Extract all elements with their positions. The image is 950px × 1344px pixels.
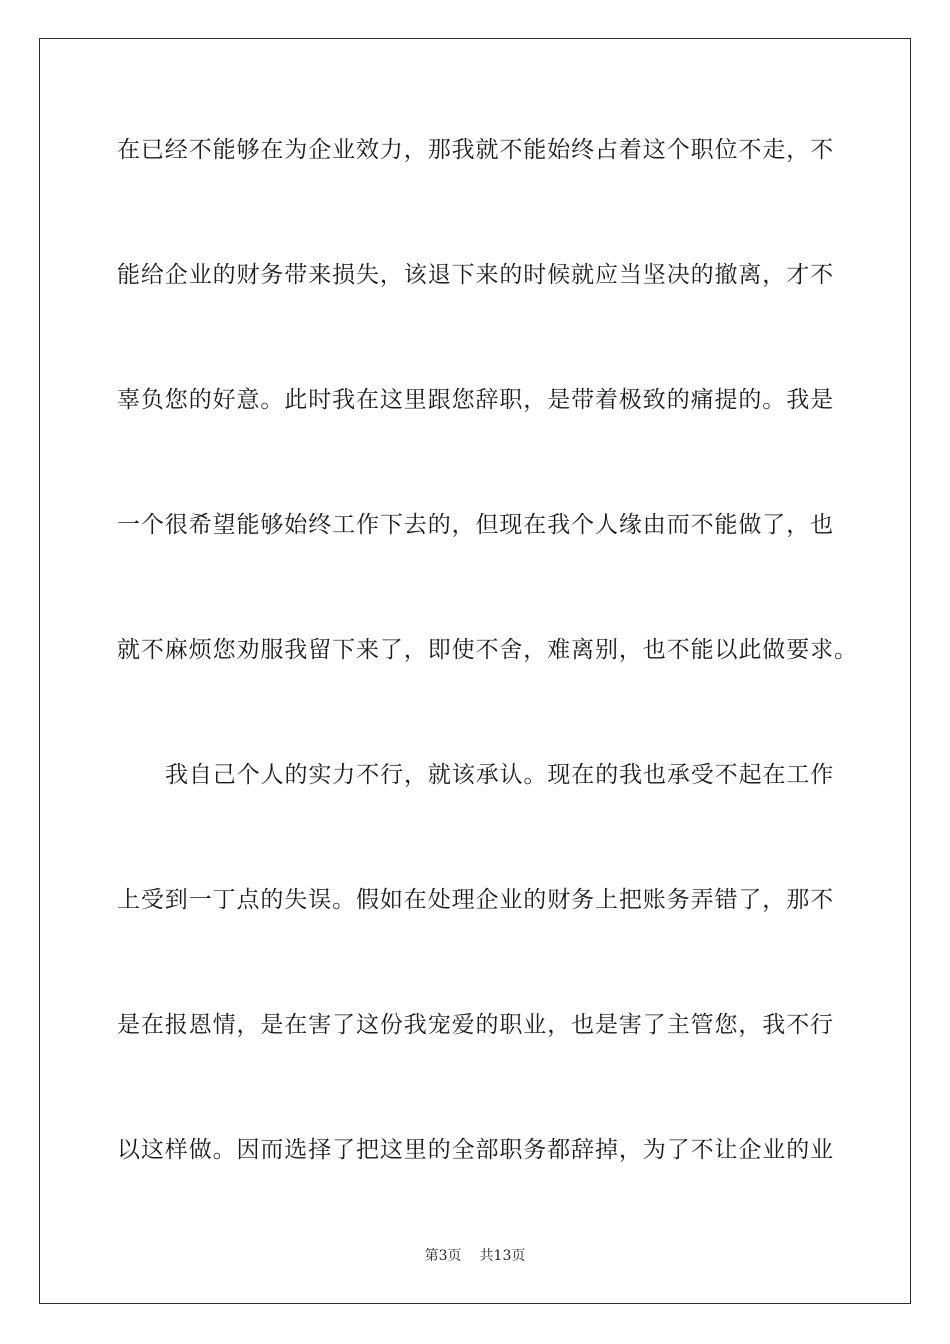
page-total: 共13页 [479,1248,526,1264]
text-line: 一个很希望能够始终工作下去的，但现在我个人缘由而不能做了，也 [117,512,834,538]
text-line: 以这样做。因而选择了把这里的全部职务都辞掉，为了不让企业的业 [117,1137,834,1163]
text-line: 就不麻烦您劝服我留下来了，即使不舍，难离别，也不能以此做要求。 [117,637,858,663]
page-footer [0,1247,950,1265]
text-line: 能给企业的财务带来损失，该退下来的时候就应当坚决的撤离，才不 [117,262,834,288]
text-line: 上受到一丁点的失误。假如在处理企业的财务上把账务弄错了，那不 [117,887,834,913]
text-line: 辜负您的好意。此时我在这里跟您辞职，是带着极致的痛提的。我是 [117,387,834,413]
paragraph-first-line: 我自己个人的实力不行，就该承认。现在的我也承受不起在工作 [165,762,835,788]
page-border [39,38,911,1304]
page-number: 第3页 [424,1248,462,1264]
text-line: 是在报恩情，是在害了这份我宠爱的职业，也是害了主管您，我不行 [117,1012,834,1038]
text-line: 在已经不能够在为企业效力，那我就不能始终占着这个职位不走，不 [117,137,834,163]
